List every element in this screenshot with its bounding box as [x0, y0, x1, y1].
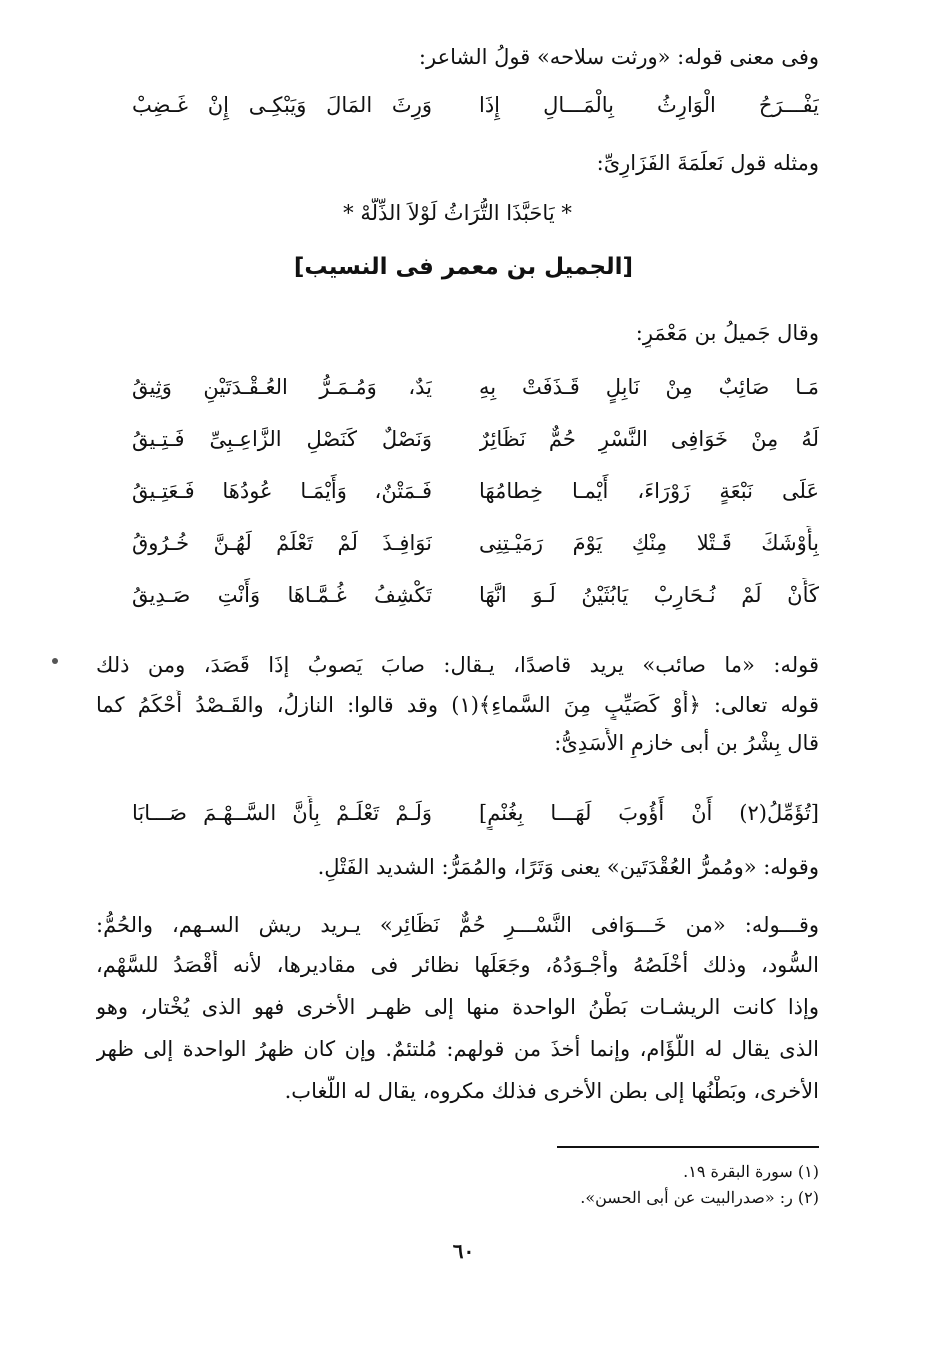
page-number: ٦٠ [452, 1239, 475, 1263]
fazari-line: ومثله قول نَعلَمَةَ الفَزَارِىِّ: [596, 151, 819, 175]
footnote: (١) سورة البقرة ١٩. [683, 1162, 819, 1181]
poem-verse [96, 526, 819, 560]
footnote-divider [557, 1146, 819, 1148]
paragraph-line: وإذا كانت الريشـات بَطْنُ الواحدة منها إلى ظهـر الأخرى فهو الذى يُخْتار، وهو [96, 995, 819, 1019]
verse-hemistich-first: كَأَنْ لَمْ نُـحَارِبْ يَابُثَيْنُ لَـوَ انَّهَا [479, 583, 819, 607]
poem-verse [96, 370, 819, 404]
paragraph-line: قوله: «ما صائب» يريد قاصدًا، يـقال: صابَ يَصوبُ إذَا قَصَدَ، ومن ذلك [96, 653, 819, 677]
verse-hemistich-second: نَوَافِـذَ لَمْ تَعْلَمْ لَهُـنَّ خُـرُوقُ [132, 531, 432, 555]
paragraph-line: الذى يقال له اللُّؤَام، وإنما أخذَ من قولهم: مُلتئمٌ. وإن كان ظهرُ الواحدة إلى ظهر [96, 1037, 819, 1061]
verse-hemistich-first: بِأَوْشَكَ قَـتْلا مِنْكِ يَوْمَ رَمَيْـتِنِى [479, 531, 819, 555]
paragraph-line: قال بِشْرُ بن أبى خازمٍ الأَسَدِىُّ: [554, 731, 819, 755]
footnote: (٢) ر: «صدرالبيت عن أبى الحسن». [580, 1188, 819, 1207]
verse-hemistich-second: تَكْشِفُ غُـمَّـاهَا وَأَنْتِ صَـدِيقُ [132, 583, 432, 607]
verse-hemistich-first: [تُؤَمِّلُ(٢) أَنْ أَؤُوبَ لَهَـــا بِغُنْمٍ] [479, 801, 819, 825]
paragraph-line: السُّود، وذلك أخْلَصُهُ وأَجْـوَدُهُ، وجَعَلَها نظائر فى مقاديرها، لأنه أَقْصَدُ للسَّهْم، [96, 953, 819, 977]
single-verse: * يَاحَبَّذَا التُّرَاثُ لَوْلاَ الذِّلَّهْ * [343, 201, 572, 225]
verse-line [96, 88, 819, 122]
verse-hemistich-second: وَنَصْلٌ كَنَصْلِ الزَّاعِـبِىِّ فَـتِـيقُ [132, 427, 432, 451]
verse-hemistich-first: مَـا صَائِبٌ مِنْ نَابِلٍ قَـذَفَتْ بِهِ [479, 375, 819, 399]
verse-hemistich-second: يَدٌ، وَمُـمَـرُّ العُـقْـدَتَيْنِ وَثِيقُ [132, 375, 432, 399]
verse-hemistich-first: عَلَى نَبْعَةٍ زَوْرَاءَ، أَيْمـا خِطامُهَا [479, 479, 819, 503]
verse-line [96, 796, 819, 830]
poem-verse [96, 578, 819, 612]
intro-line: وفى معنى قوله: «ورثت سلاحه» قولُ الشاعر: [418, 45, 819, 69]
jamil-line: وقال جَميلُ بن مَعْمَرٍ: [635, 321, 819, 345]
paragraph-line: الأخرى، وبَطْنُها إلى بطن الأخرى فذلك مكروه، يقال له اللُّغاب. [284, 1079, 819, 1103]
paragraph-line: قوله تعالى: ﴿أَوْ كَصَيِّبٍ مِنَ السَّماءِ﴾(١) وقد قالوا: النازلُ، والقَـصْدُ أَحْكَمُ كما [96, 693, 819, 717]
poem-verse [96, 474, 819, 508]
poem-verse [96, 422, 819, 456]
verse-hemistich-second: وَلَـمْ تَعْلَـمْ بِأَنَّ السَّــهْـمَ صَـــابَا [132, 801, 432, 825]
section-title: [الجميل بن معمر فى النسيب] [293, 254, 634, 280]
margin-mark [52, 658, 58, 664]
paragraph-line: وقـــوله: «من خَـــوَافى النَّسْـــرِ حُمٌّ نَظَائِر» يـريد ريش السـهم، والحُمُّ: [96, 913, 819, 937]
verse-hemistich-second: وَرِثَ المَالَ وَيَبْكِـى إِنْ غَـضِبْ [132, 93, 432, 117]
verse-hemistich-second: فَـمَتْنٌ، وَأَيْمَـا عُودُهَا فَـعَتِـيقُ [132, 479, 432, 503]
paragraph-line: وقوله: «ومُمرُّ العُقْدَتَين» يعنى وَتَرًا، والمُمَرُّ: الشديد الفَتْلِ. [317, 855, 819, 879]
verse-hemistich-first: لَهُ مِنْ خَوَافِى النَّسْرِ حُمٌّ نَظَائِرٌ [479, 427, 819, 451]
verse-hemistich-first: يَفْـــرَحُ الْوَارِثُ بِالْمَـــالِ إِذَا [479, 93, 819, 117]
